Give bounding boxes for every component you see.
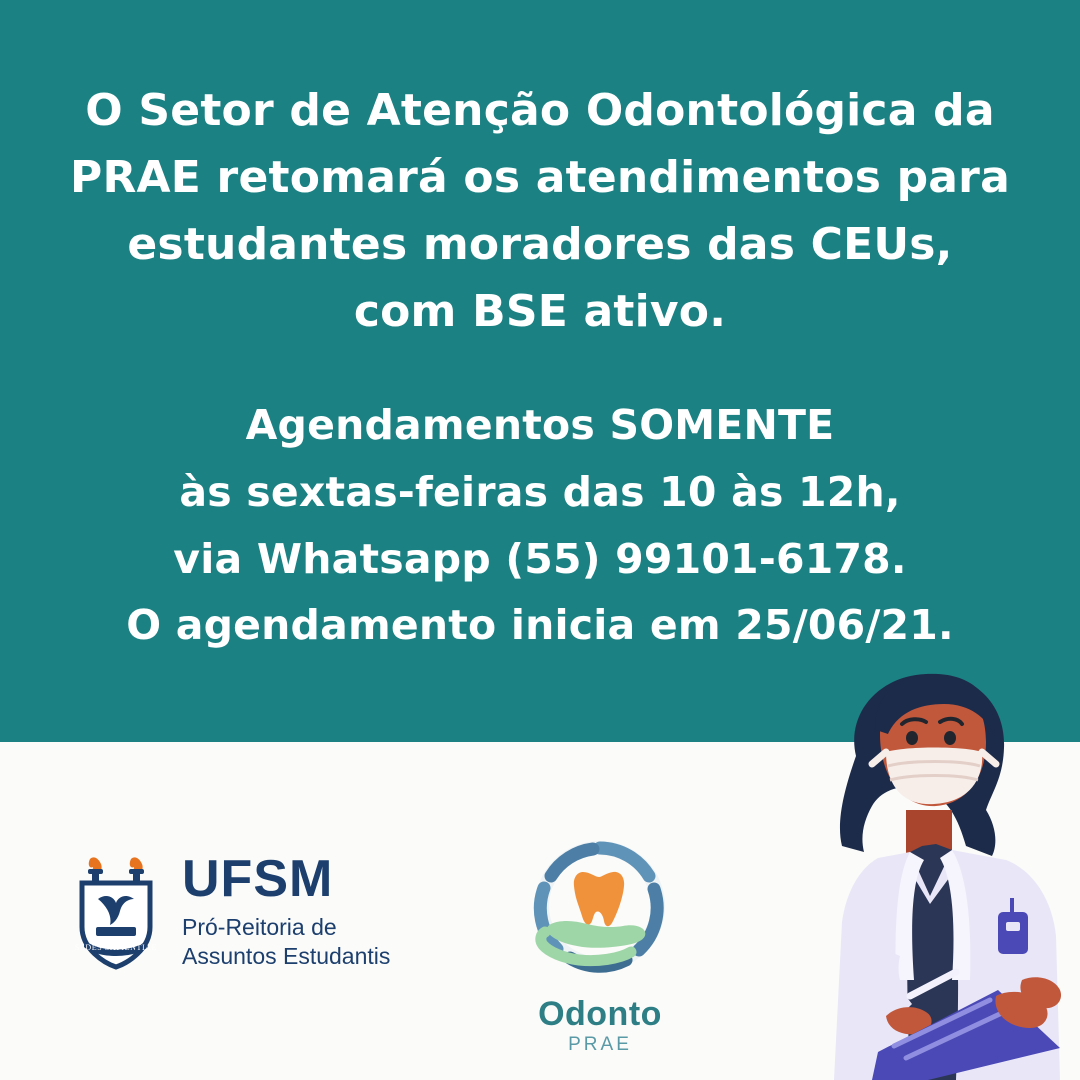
tooth-in-hand-icon: [515, 828, 685, 988]
headline-text: [60, 78, 1020, 346]
odonto-unit: PRAE: [568, 1034, 632, 1055]
subheadline-line-2: às sextas-feiras das 10 às 12h,: [179, 467, 901, 516]
ufsm-subtitle: [182, 913, 390, 972]
ufsm-logo: [68, 850, 391, 972]
odonto-name: Odonto: [538, 995, 662, 1033]
odonto-prae-logo: [480, 828, 720, 1056]
ufsm-acronym: UFSM: [182, 850, 334, 908]
headline-line-1: O Setor de Atenção Odontológica da: [85, 85, 995, 136]
subheadline-line-1: Agendamentos SOMENTE: [245, 401, 835, 449]
subheadline-line-3: via Whatsapp (55) 99101-6178.: [173, 534, 907, 583]
headline-line-2: PRAE retomará os atendimentos para: [70, 151, 1010, 203]
ufsm-crest-icon: [68, 853, 164, 971]
headline-line-4: com BSE ativo.: [353, 285, 727, 337]
dentist-with-mask-and-clipboard-illustration: [760, 660, 1080, 1080]
ufsm-crest-motto: SEDES SAPIENTIAE: [74, 943, 158, 953]
ufsm-subtitle-line-2: Assuntos Estudantis: [182, 943, 391, 970]
subheadline-text: [60, 392, 1020, 659]
headline-line-3: estudantes moradores das CEUs,: [127, 218, 953, 270]
ufsm-wordmark: [182, 850, 391, 972]
subheadline-line-4: O agendamento inicia em 25/06/21.: [126, 601, 954, 650]
ufsm-subtitle-line-1: Pró-Reitoria de: [182, 914, 337, 940]
